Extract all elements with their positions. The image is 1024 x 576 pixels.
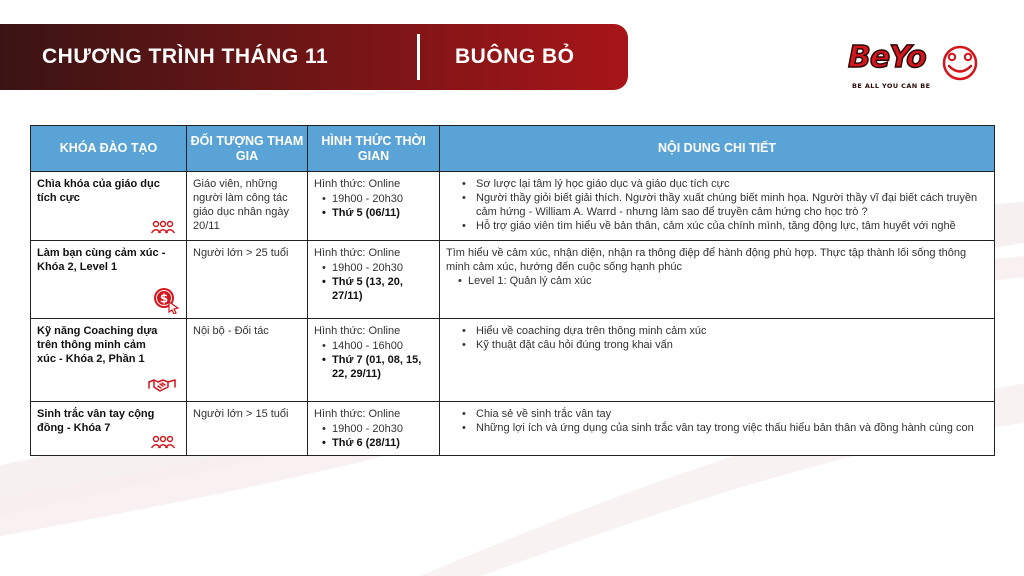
course-cell: [31, 172, 187, 241]
people-group-icon: [150, 220, 176, 234]
svg-text:$: $: [159, 291, 169, 306]
header-divider: [417, 34, 420, 80]
detail-item: • Những lợi ích và ứng dụng của sinh trắc vân tay trong việc thấu hiểu bản thân và đồng hành cùng con: [462, 421, 988, 435]
detail-paragraph: Tìm hiểu về cảm xúc, nhận diện, nhận ra thông điệp để hành động phù hợp. Thực tập thành lối sống thông minh cảm xúc, hướng đến cuộc sống hạnh phúc: [446, 247, 967, 273]
target-cell: [187, 402, 308, 456]
detail-item: • Chia sẻ về sinh trắc vân tay: [462, 407, 988, 421]
column-header-format: HÌNH THỨC THỜI GIAN: [308, 126, 440, 172]
session-time: • 19h00 - 20h30: [322, 422, 433, 436]
session-day: • Thứ 5 (06/11): [322, 206, 433, 220]
format-cell: [308, 402, 440, 456]
format-label: Hình thức: Online: [314, 325, 401, 337]
program-table: [30, 125, 995, 456]
column-header-details: NỘI DUNG CHI TIẾT: [440, 126, 995, 172]
dollar-cursor-icon: [152, 286, 180, 314]
page-subtitle: BUÔNG BỎ: [455, 45, 575, 68]
details-cell: [440, 172, 995, 241]
table-row: [31, 402, 995, 456]
table-row: [31, 172, 995, 241]
details-cell: [440, 241, 995, 319]
course-name: Chìa khóa của giáo dục tích cực: [37, 178, 160, 204]
format-label: Hình thức: Online: [314, 408, 401, 420]
people-group-icon: [150, 435, 176, 449]
column-header-target: ĐỐI TƯỢNG THAM GIA: [187, 126, 308, 172]
table-header-row: [31, 126, 995, 172]
detail-item: • Sơ lược lại tâm lý học giáo dục và giáo dục tích cực: [462, 177, 988, 191]
detail-item: • Hiểu về coaching dựa trên thông minh cảm xúc: [462, 324, 988, 338]
course-cell: [31, 402, 187, 456]
course-name: Sinh trắc vân tay cộng đồng - Khóa 7: [37, 408, 155, 434]
target-audience: Người lớn > 15 tuổi: [193, 408, 289, 420]
course-name: Kỹ năng Coaching dựa trên thông minh cảm xúc - Khóa 2, Phần 1: [37, 325, 158, 365]
logo-wordmark: BeYo: [848, 40, 926, 75]
session-day: • Thứ 7 (01, 08, 15, 22, 29/11): [322, 353, 433, 381]
beyo-logo: [846, 40, 992, 98]
handshake-icon: [148, 377, 176, 393]
details-cell: [440, 319, 995, 402]
format-label: Hình thức: Online: [314, 247, 401, 259]
session-time: • 19h00 - 20h30: [322, 261, 433, 275]
target-audience: Giáo viên, những người làm công tác giáo dục nhân ngày 20/11: [193, 178, 290, 232]
session-day: • Thứ 6 (28/11): [322, 436, 433, 450]
target-audience: Người lớn > 25 tuổi: [193, 247, 289, 259]
format-cell: [308, 319, 440, 402]
detail-item: • Người thầy giỏi biết giải thích. Người thầy xuất chúng biết minh họa. Người thầy vĩ đại biết cách truyền cảm hứng - William A. Warrd - nhưng làm sao để truyền cảm hứng cho học trò ?: [462, 191, 988, 219]
header-banner: [0, 24, 628, 90]
target-cell: [187, 319, 308, 402]
page-title: CHƯƠNG TRÌNH THÁNG 11: [42, 45, 329, 68]
target-cell: [187, 172, 308, 241]
format-cell: [308, 241, 440, 319]
logo-tagline: BE ALL YOU CAN BE: [852, 82, 931, 90]
detail-item: • Level 1: Quản lý cảm xúc: [458, 274, 988, 288]
course-cell: [31, 319, 187, 402]
column-header-course: KHÓA ĐÀO TẠO: [31, 126, 187, 172]
format-cell: [308, 172, 440, 241]
detail-item: • Kỹ thuật đặt câu hỏi đúng trong khai vấn: [462, 338, 988, 352]
session-time: • 14h00 - 16h00: [322, 339, 433, 353]
smiley-face-icon: [938, 44, 982, 82]
course-name: Làm bạn cùng cảm xúc - Khóa 2, Level 1: [37, 247, 166, 273]
session-time: • 19h00 - 20h30: [322, 192, 433, 206]
detail-item: • Hỗ trợ giáo viên tìm hiểu về bản thân, cảm xúc của chính mình, tăng động lực, tâm huyết với nghề: [462, 219, 988, 233]
course-cell: [31, 241, 187, 319]
table-row: [31, 319, 995, 402]
format-label: Hình thức: Online: [314, 178, 401, 190]
details-cell: [440, 402, 995, 456]
session-day: • Thứ 5 (13, 20, 27/11): [322, 275, 433, 303]
target-audience: Nội bộ - Đối tác: [193, 325, 269, 337]
table-row: [31, 241, 995, 319]
target-cell: [187, 241, 308, 319]
